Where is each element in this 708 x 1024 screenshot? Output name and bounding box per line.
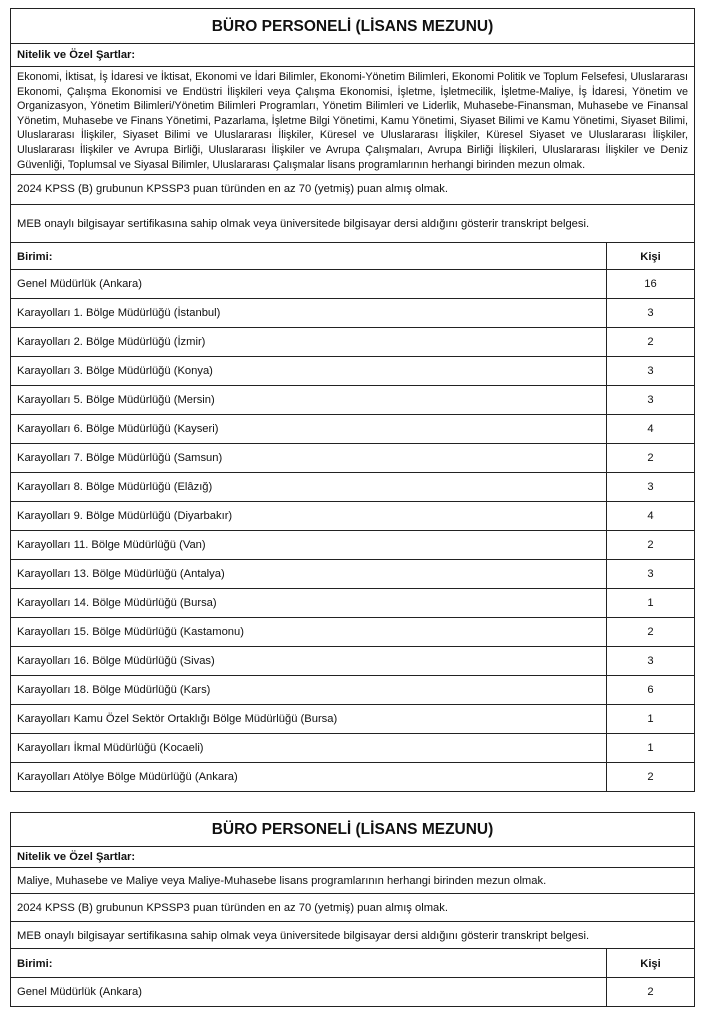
personnel-count: 3 [606, 386, 694, 414]
table-row [11, 414, 694, 443]
personnel-count: 3 [606, 473, 694, 501]
unit-name: Karayolları Kamu Özel Sektör Ortaklığı Bölge Müdürlüğü (Bursa) [17, 713, 338, 726]
table-row [11, 704, 694, 733]
unit-name: Karayolları 15. Bölge Müdürlüğü (Kastamonu) [17, 626, 244, 639]
table-row [11, 733, 694, 762]
job-listing-section-2 [10, 812, 695, 1007]
personnel-count: 4 [606, 415, 694, 443]
qualifications-label: Nitelik ve Özel Şartlar: [11, 846, 694, 867]
unit-name: Karayolları 11. Bölge Müdürlüğü (Van) [17, 539, 206, 552]
table-row [11, 675, 694, 704]
section-title: BÜRO PERSONELİ (LİSANS MEZUNU) [211, 18, 494, 35]
unit-name: Karayolları 13. Bölge Müdürlüğü (Antalya) [17, 568, 225, 581]
table-header [11, 948, 694, 977]
job-listing-section-1 [10, 8, 695, 792]
personnel-count: 2 [606, 328, 694, 356]
personnel-count: 2 [606, 531, 694, 559]
table-row [11, 501, 694, 530]
unit-name: Karayolları 5. Bölge Müdürlüğü (Mersin) [17, 394, 215, 407]
personnel-count: 16 [606, 270, 694, 298]
count-column-header: Kişi [606, 949, 694, 977]
qualifications-text: Ekonomi, İktisat, İş İdaresi ve İktisat, Ekonomi ve İdari Bilimler, Ekonomi-Yönetim Bilimleri, Ekonomi Politik ve Toplum Felsefesi, Uluslararası Ekonomi, Çalışma Ekonomisi ve Endüstri İlişkileri veya Çalışma Ekonomisi, İşletme, İşletmecilik, İşletme-Maliye, İş İdaresi, Yönetim ve Organizasyon, Yönetim Bilimleri/Yönetim Bilimleri Programları, Yönetim Bilimleri ve Liderlik, Muhasebe-Finansman, Muhasebe ve Finansal Yönetim, Muhasebe ve Finans Yönetimi, Pazarlama, İşletme Bilgi Yönetimi, Kamu Yönetimi, Siyaset Bilimi ve Kamu Yönetimi, Siyaset Bilimi, Uluslararası İlişkiler, Siyaset Bilimi ve Uluslararası İlişkiler, Küresel ve Uluslararası İlişkiler, Küresel Siyaset ve Uluslararası İlişkiler, Uluslararası İlişkiler ve Avrupa Birliği, Uluslararası İlişkiler ve Avrupa Çalışmaları, Avrupa Birliği İlişkileri, Uluslararası İlişkiler ve Deniz Güvenliği, Toplumsal ve Siyasal Bilimler, Uluslararası Çalışmalar lisans programlarının herhangi birinden mezun olmak. [11, 66, 694, 174]
table-row [11, 327, 694, 356]
personnel-count: 3 [606, 647, 694, 675]
table-row [11, 443, 694, 472]
unit-name: Karayolları 14. Bölge Müdürlüğü (Bursa) [17, 597, 217, 610]
table-row [11, 472, 694, 501]
computer-requirement: MEB onaylı bilgisayar sertifikasına sahip olmak veya üniversitede bilgisayar dersi aldığını gösterir transkript belgesi. [11, 204, 694, 242]
table-row [11, 617, 694, 646]
unit-name: Karayolları 9. Bölge Müdürlüğü (Diyarbakır) [17, 510, 233, 523]
unit-name: Karayolları 7. Bölge Müdürlüğü (Samsun) [17, 452, 223, 465]
personnel-count: 2 [606, 978, 694, 1006]
table-row [11, 588, 694, 617]
unit-name: Karayolları 1. Bölge Müdürlüğü (İstanbul) [17, 307, 221, 320]
unit-name: Karayolları İkmal Müdürlüğü (Kocaeli) [17, 742, 204, 755]
personnel-count: 4 [606, 502, 694, 530]
unit-name: Karayolları Atölye Bölge Müdürlüğü (Ankara) [17, 771, 238, 784]
unit-table-body [11, 977, 694, 1006]
kpss-requirement: 2024 KPSS (B) grubunun KPSSP3 puan türünden en az 70 (yetmiş) puan almış olmak. [11, 174, 694, 204]
table-row [11, 530, 694, 559]
table-row [11, 298, 694, 327]
section-title: BÜRO PERSONELİ (LİSANS MEZUNU) [211, 821, 494, 838]
unit-name: Karayolları 18. Bölge Müdürlüğü (Kars) [17, 684, 211, 697]
unit-name: Karayolları 2. Bölge Müdürlüğü (İzmir) [17, 336, 206, 349]
unit-table-body [11, 269, 694, 791]
table-row [11, 646, 694, 675]
unit-column-header: Birimi: [17, 251, 53, 264]
qualifications-label: Nitelik ve Özel Şartlar: [11, 43, 694, 66]
unit-column-header: Birimi: [17, 958, 53, 970]
unit-name: Genel Müdürlük (Ankara) [17, 986, 142, 998]
personnel-count: 1 [606, 734, 694, 762]
personnel-count: 3 [606, 357, 694, 385]
personnel-count: 2 [606, 618, 694, 646]
personnel-count: 2 [606, 444, 694, 472]
unit-name: Karayolları 6. Bölge Müdürlüğü (Kayseri) [17, 423, 219, 436]
table-row [11, 385, 694, 414]
personnel-count: 6 [606, 676, 694, 704]
personnel-count: 3 [606, 299, 694, 327]
table-header [11, 242, 694, 269]
table-row [11, 559, 694, 588]
count-column-header: Kişi [606, 243, 694, 269]
personnel-count: 3 [606, 560, 694, 588]
qualifications-text: Maliye, Muhasebe ve Maliye veya Maliye-Muhasebe lisans programlarının herhangi birinden mezun olmak. [11, 867, 694, 893]
unit-name: Karayolları 8. Bölge Müdürlüğü (Elâzığ) [17, 481, 213, 494]
unit-name: Karayolları 16. Bölge Müdürlüğü (Sivas) [17, 655, 215, 668]
table-row [11, 977, 694, 1006]
unit-name: Karayolları 3. Bölge Müdürlüğü (Konya) [17, 365, 213, 378]
table-row [11, 269, 694, 298]
table-row [11, 356, 694, 385]
personnel-count: 2 [606, 763, 694, 791]
computer-requirement: MEB onaylı bilgisayar sertifikasına sahip olmak veya üniversitede bilgisayar dersi aldığını gösterir transkript belgesi. [11, 921, 694, 948]
unit-name: Genel Müdürlük (Ankara) [17, 278, 142, 291]
personnel-count: 1 [606, 705, 694, 733]
personnel-count: 1 [606, 589, 694, 617]
kpss-requirement: 2024 KPSS (B) grubunun KPSSP3 puan türünden en az 70 (yetmiş) puan almış olmak. [11, 893, 694, 921]
table-row [11, 762, 694, 791]
